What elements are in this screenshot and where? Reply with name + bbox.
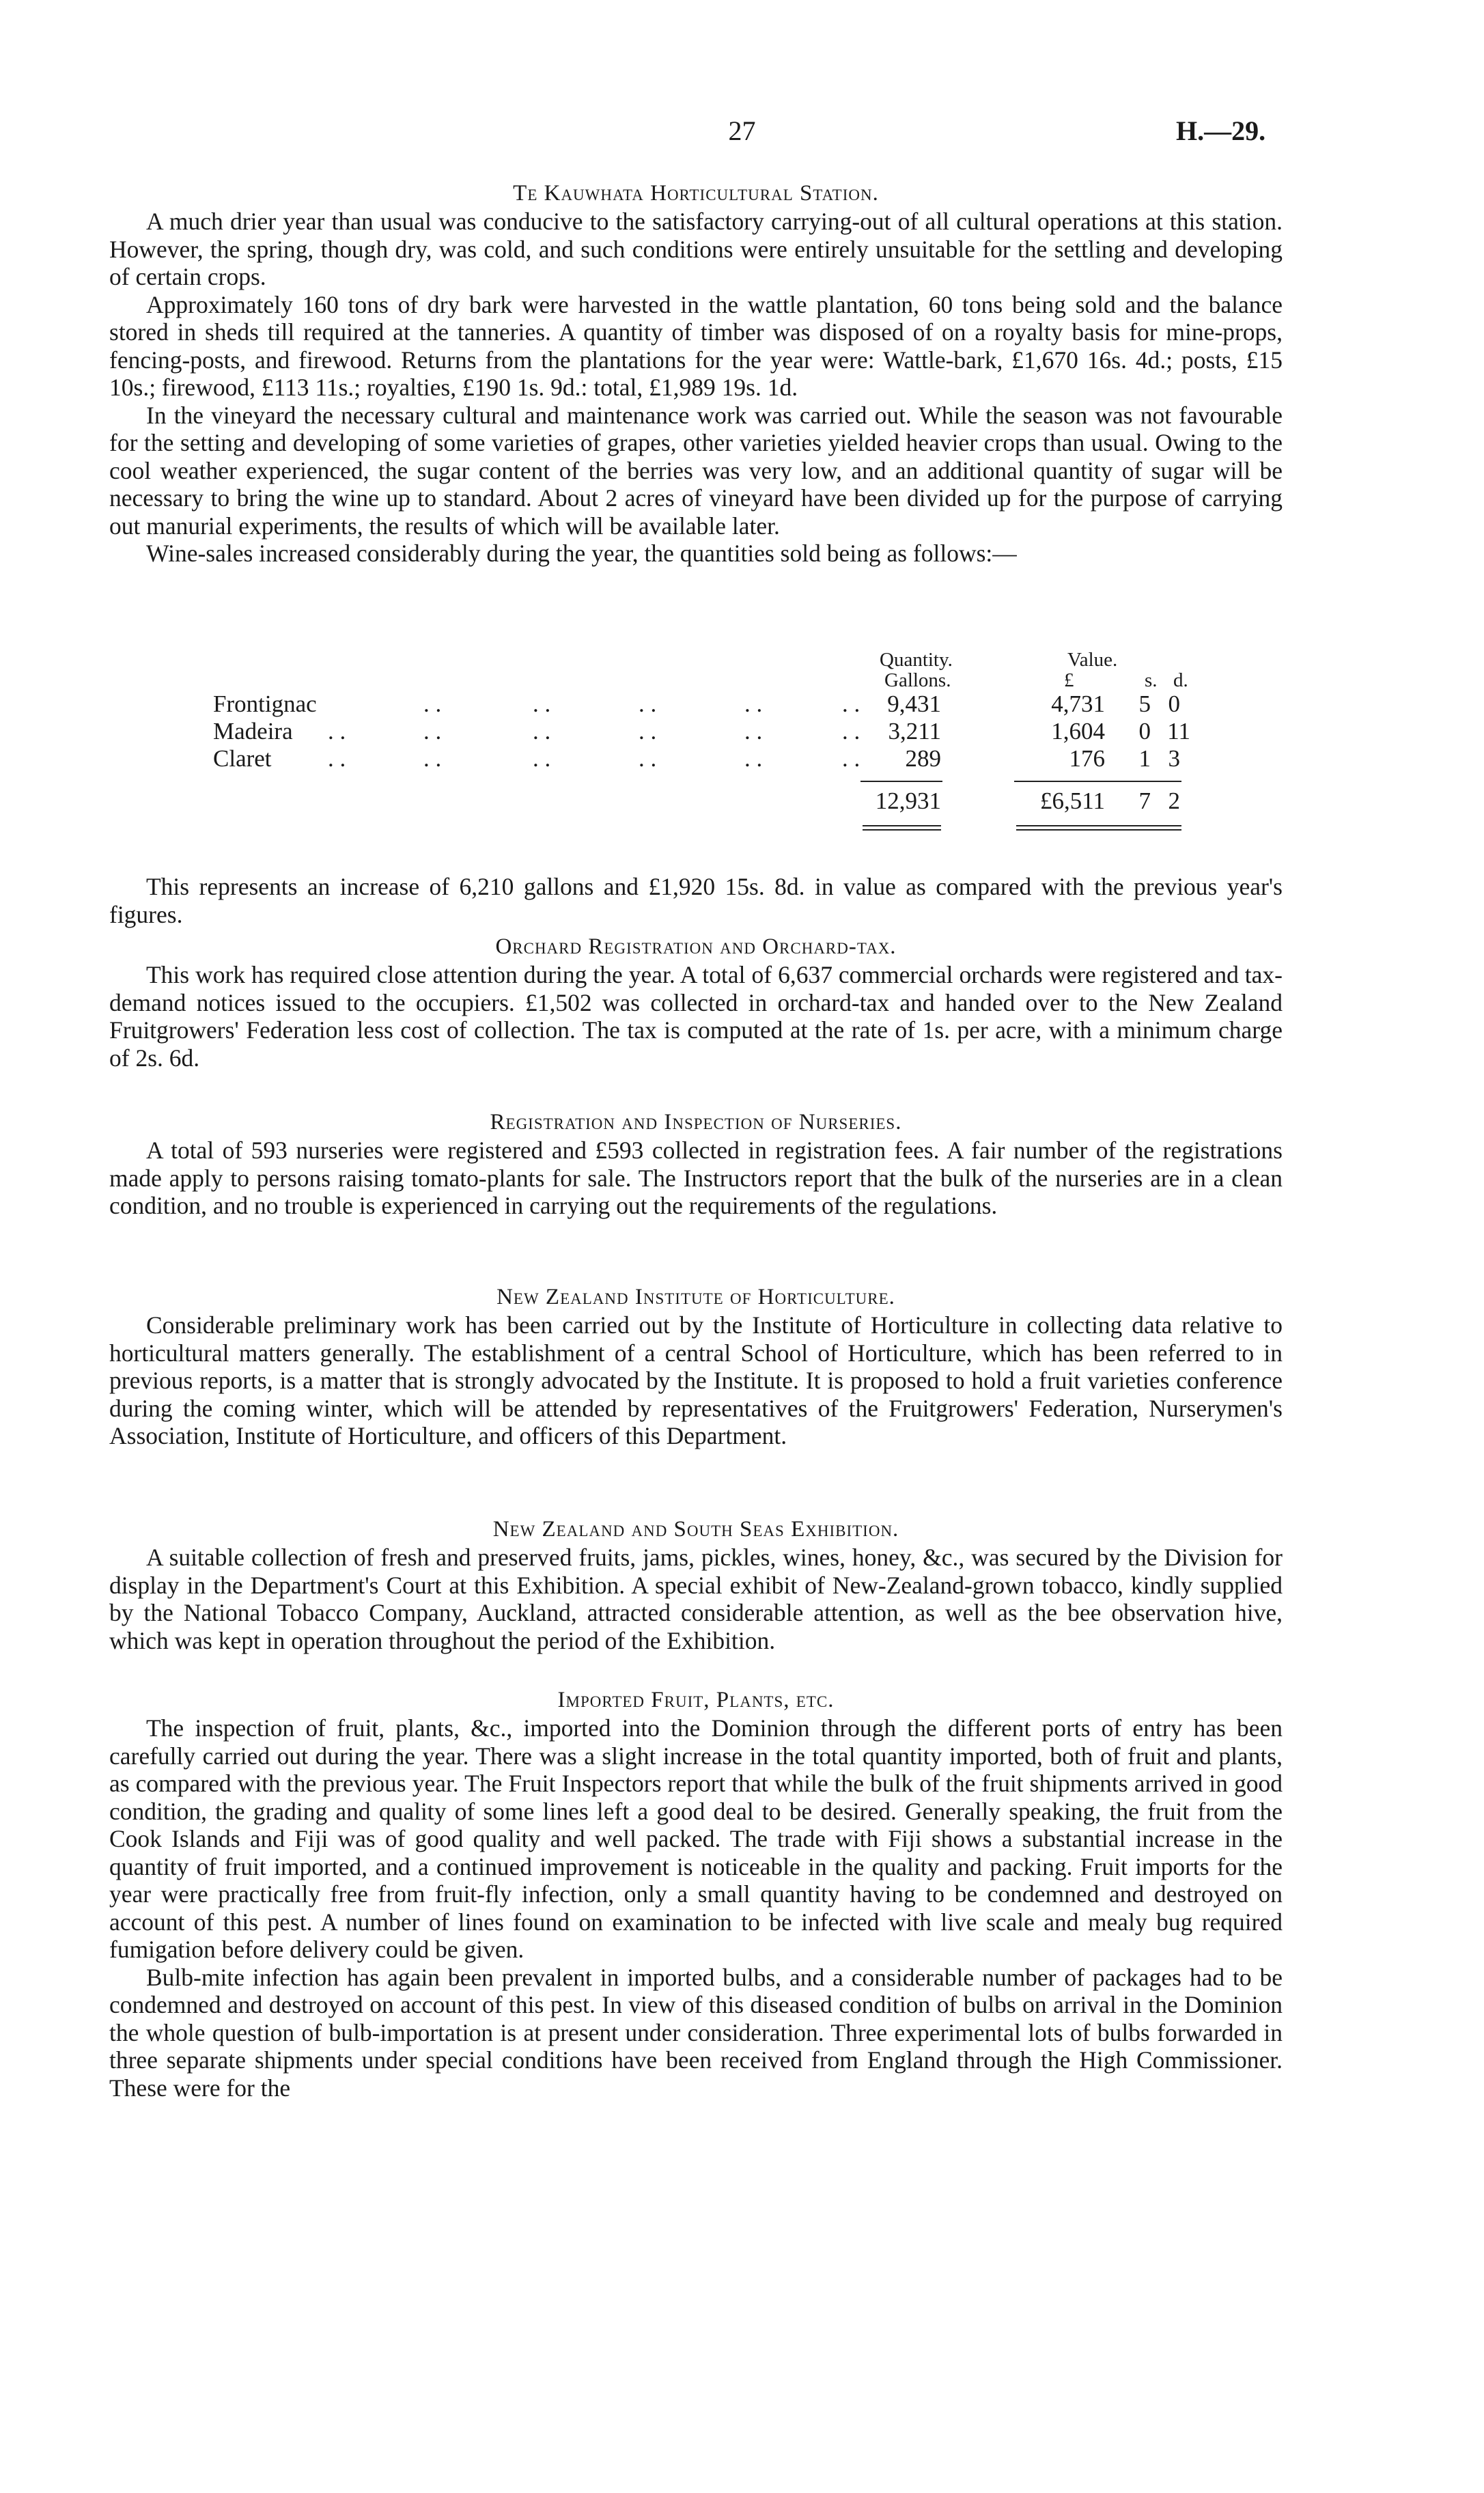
leader-dots: . . [533,745,551,772]
total-double-rule [863,825,941,826]
gallons-value: 3,211 [888,718,941,744]
leader-dots: . . [842,718,860,744]
leader-dots: . . [639,691,657,717]
shillings-value: 0 [1138,718,1151,744]
paragraph: Considerable preliminary work has been carried out by the Institute of Horticulture in collecting data relative to horticultural matters generally. The establishment of a central School of Horticulture, which has been referred to in previous reports, is a matter that is strongly advocated by the Institute. It is proposed to hold a fruit varieties conference during the coming winter, which will be attended by representatives of the Fruitgrowers' Federation, Nurserymen's Association, Institute of Horticulture, and officers of this Department. [109,1311,1283,1449]
paragraph: Approximately 160 tons of dry bark were harvested in the wattle plantation, 60 tons being sold and the balance stored in sheds till required at the tanneries. A quantity of timber was disposed of on a royalty basis for mine-props, fencing-posts, and firewood. Returns from the plantations for the year were: Wattle-bark, £1,670 16s. 4d.; posts, £15 10s.; firewood, £113 11s.; royalties, £190 1s. 9d.: total, £1,989 19s. 1d. [109,290,1283,401]
subtotal-rule [1014,781,1181,782]
column-header-value: Value. [1067,649,1118,671]
pence-value: 3 [1168,745,1180,772]
gallons-value: 289 [905,745,941,772]
total-shillings: 7 [1138,788,1151,814]
leader-dots: . . [842,691,860,717]
leader-dots: . . [744,718,763,744]
leader-dots: . . [639,718,657,744]
wine-name: Claret [213,745,272,772]
section-orchard-registration [109,932,1283,1072]
section-heading: Registration and Inspection of Nurseries. [490,1110,902,1134]
total-gallons: 12,931 [875,788,941,814]
wine-sales-table [109,649,1283,854]
table-row [109,744,1283,773]
table-row [109,690,1283,719]
section-nurseries [109,1108,1283,1220]
leader-dots: . . [744,745,763,772]
section-te-kauwhata-summary [109,873,1283,928]
document-reference: H.—29. [1176,115,1266,146]
paragraph: The inspection of fruit, plants, &c., imported into the Dominion through the different ports of entry has been carefully carried out during the year. There was a slight increase in the total quantity imported, both of fruit and plants, as compared with the previous year. The Fruit Inspectors report that while the bulk of the fruit shipments arrived in good condition, the grading and quality of some lines left a good deal to be desired. Generally speaking, the fruit from the Cook Islands and Fiji was of good quality and well packed. The trade with Fiji shows a substantial increase in the quantity of fruit imported, and a continued improvement is noticeable in the quality and packing. Fruit imports for the year were practically free from fruit-fly infection, only a small quantity having to be condemned and destroyed on account of this pest. A number of lines found on examination to be infected with live scale and mealy bug required fumigation before delivery could be given. [109,1714,1283,1963]
column-header-quantity: Quantity. [880,649,953,671]
gallons-value: 9,431 [887,691,941,717]
total-double-rule [863,829,941,831]
paragraph: A suitable collection of fresh and preserved fruits, jams, pickles, wines, honey, &c., was secured by the Division for display in the Department's Court at this Exhibition. A special exhibit of New-Zealand-grown tobacco, kindly supplied by the National Tobacco Company, Auckland, attracted considerable attention, as well as the bee observation hive, which was kept in operation throughout the period of the Exhibition. [109,1544,1283,1654]
paragraph: Bulb-mite infection has again been prevalent in imported bulbs, and a considerable number of packages had to be condemned and destroyed on account of this pest. In view of this diseased condition of bulbs on arrival in the Dominion the whole question of bulb-importation is at present under consideration. Three experimental lots of bulbs forwarded in three separate shipments under special conditions have been received from England through the High Commissioner. These were for the [109,1963,1283,2102]
subtotal-rule [860,781,942,782]
leader-dots: . . [328,745,346,772]
section-heading: New Zealand Institute of Horticulture. [496,1285,895,1309]
section-institute-horticulture [109,1283,1283,1450]
table-row [109,717,1283,746]
shillings-value: 1 [1138,745,1151,772]
paragraph: This represents an increase of 6,210 gallons and £1,920 15s. 8d. in value as compared with the previous year's figures. [109,873,1283,928]
column-header-pounds: £ [1064,669,1074,691]
paragraph: In the vineyard the necessary cultural and maintenance work was carried out. While the season was not favourable for the setting and developing of some varieties of grapes, other varieties yielded heavier crops than usual. Owing to the cool weather experienced, the sugar content of the berries was very low, and an additional quantity of sugar will be necessary to bring the wine up to standard. About 2 acres of vineyard have been divided up for the purpose of carrying out manurial experiments, the results of which will be available later. [109,401,1283,540]
leader-dots: . . [423,718,442,744]
section-heading: Orchard Registration and Orchard-tax. [495,934,897,959]
section-heading: Te Kauwhata Horticultural Station. [513,181,879,206]
section-heading: New Zealand and South Seas Exhibition. [492,1517,899,1542]
paragraph: A total of 593 nurseries were registered and £593 collected in registration fees. A fair number of the registrations made apply to persons raising tomato-plants for sale. The Instructors report that the bulk of the nurseries are in a clean condition, and no trouble is experienced in carrying out the requirements of the regulations. [109,1137,1283,1219]
leader-dots: . . [423,691,442,717]
leader-dots: . . [328,718,346,744]
shillings-value: 5 [1138,691,1151,717]
paragraph: A much drier year than usual was conducive to the satisfactory carrying-out of all cultural operations at this station. However, the spring, though dry, was cold, and such conditions were entirely unsuitable for the settling and developing of certain crops. [109,208,1283,290]
total-double-rule [1016,825,1181,826]
section-heading: Imported Fruit, Plants, etc. [557,1688,835,1712]
leader-dots: . . [423,745,442,772]
column-header-pence: d. [1173,669,1188,691]
leader-dots: . . [842,745,860,772]
wine-name: Madeira [213,718,293,744]
table-total-row [109,787,1283,816]
leader-dots: . . [533,718,551,744]
paragraph: Wine-sales increased considerably during the year, the quantities sold being as follows:— [146,540,1017,567]
leader-dots: . . [533,691,551,717]
pence-value: 0 [1168,691,1180,717]
page-number: 27 [728,115,756,146]
pounds-value: 4,731 [1051,691,1105,717]
pounds-value: 176 [1069,745,1105,772]
pence-value: 11 [1167,718,1190,744]
column-header-gallons: Gallons. [884,669,951,691]
pounds-value: 1,604 [1051,718,1105,744]
leader-dots: . . [744,691,763,717]
wine-name: Frontignac [213,691,317,717]
section-exhibition [109,1515,1283,1654]
leader-dots: . . [639,745,657,772]
total-pence: 2 [1168,788,1180,814]
section-te-kauwhata [109,179,1283,568]
column-header-shillings: s. [1145,669,1158,691]
paragraph: This work has required close attention during the year. A total of 6,637 commercial orchards were registered and tax-demand notices issued to the occupiers. £1,502 was collected in orchard-tax and handed over to the New Zealand Fruitgrowers' Federation less cost of collection. The tax is computed at the rate of 1s. per acre, with a minimum charge of 2s. 6d. [109,961,1283,1072]
total-pounds: £6,511 [1040,788,1105,814]
total-double-rule [1016,829,1181,831]
section-imported-fruit [109,1686,1283,2102]
